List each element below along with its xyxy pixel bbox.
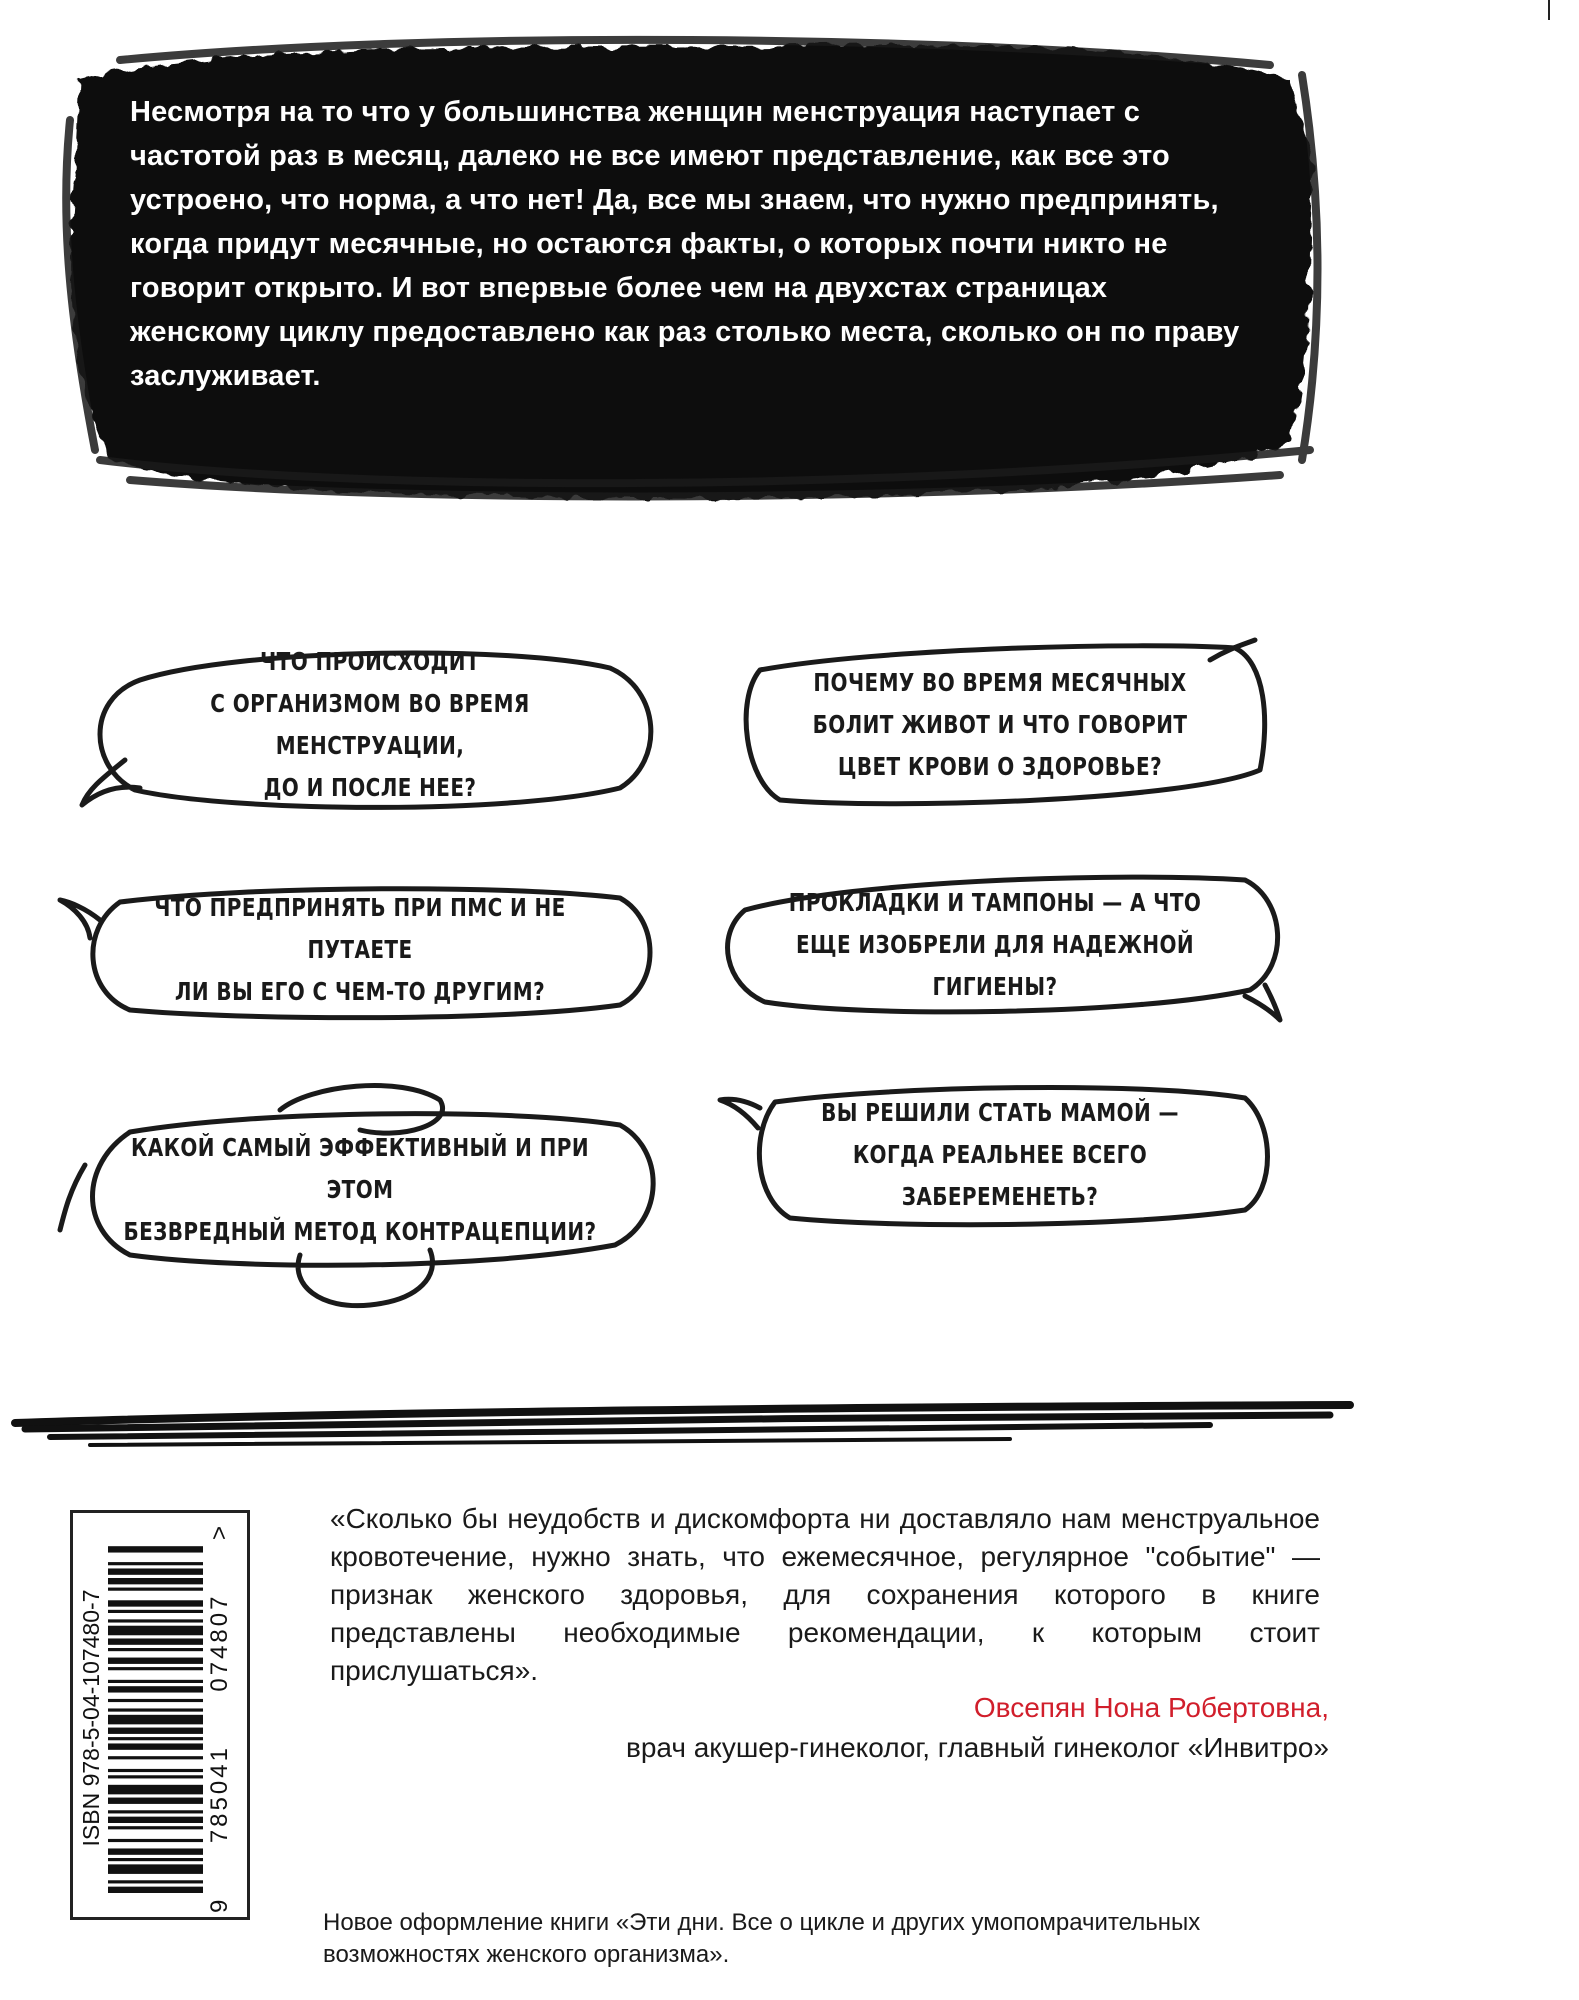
barcode-bar bbox=[108, 1562, 203, 1565]
question-bubble-1 bbox=[80, 640, 660, 810]
question-text-3: ЧТО ПРЕДПРИНЯТЬ ПРИ ПМС И НЕ ПУТАЕТЕ ЛИ ВЫ ЕГО С ЧЕМ-ТО ДРУГИМ? bbox=[154, 893, 566, 1006]
question-text-1: ЧТО ПРОИСХОДИТ С ОРГАНИЗМОМ ВО ВРЕМЯ МЕНСТРУАЦИИ, ДО И ПОСЛЕ НЕЕ? bbox=[210, 647, 530, 802]
question-text-5: КАКОЙ САМЫЙ ЭФФЕКТИВНЫЙ И ПРИ ЭТОМ БЕЗВРЕДНЫЙ МЕТОД КОНТРАЦЕПЦИИ? bbox=[123, 1133, 597, 1246]
question-bubble-5 bbox=[60, 1070, 660, 1310]
expert-quote: «Сколько бы неудобств и дискомфорта ни доставляло нам менструальное кровотечение, нужно знать, что ежемесячное, регулярное "событие" — признак женского здоровья, для сохранения которого в книге представлены необходимые рекомендации, к которым стоит прислушаться». bbox=[330, 1503, 1320, 1686]
barcode-bar bbox=[108, 1686, 203, 1692]
barcode-bar bbox=[108, 1648, 203, 1651]
question-text-2: ПОЧЕМУ ВО ВРЕМЯ МЕСЯЧНЫХ БОЛИТ ЖИВОТ И ЧТО ГОВОРИТ ЦВЕТ КРОВИ О ЗДОРОВЬЕ? bbox=[812, 668, 1188, 781]
barcode-bar bbox=[108, 1839, 203, 1842]
barcode-bar bbox=[108, 1667, 203, 1670]
barcode-bar bbox=[108, 1817, 203, 1823]
quote-author-role: врач акушер-гинеколог, главный гинеколог «Инвитро» bbox=[625, 1732, 1329, 1763]
barcode-bar bbox=[108, 1680, 203, 1683]
barcode-bar bbox=[108, 1568, 203, 1574]
barcode-bar bbox=[108, 1715, 203, 1725]
question-text-4: ПРОКЛАДКИ И ТАМПОНЫ — А ЧТО ЕЩЕ ИЗОБРЕЛИ ДЛЯ НАДЕЖНОЙ ГИГИЕНЫ? bbox=[788, 888, 1202, 1001]
question-bubble-4 bbox=[705, 870, 1285, 1020]
scribble-divider bbox=[10, 1395, 1360, 1455]
barcode-bar bbox=[108, 1546, 203, 1552]
barcode-bar bbox=[108, 1588, 203, 1591]
barcode-bar bbox=[108, 1775, 203, 1778]
barcode-bar bbox=[108, 1578, 203, 1584]
barcode-bar bbox=[108, 1785, 203, 1795]
barcode-bar bbox=[108, 1848, 203, 1854]
barcode-bar bbox=[108, 1626, 203, 1636]
barcode-bar bbox=[108, 1756, 203, 1759]
barcode-digit-group: 785041 bbox=[206, 1745, 233, 1844]
barcode-bars bbox=[108, 1543, 203, 1893]
question-text-6: ВЫ РЕШИЛИ СТАТЬ МАМОЙ — КОГДА РЕАЛЬНЕЕ ВСЕГО ЗАБЕРЕМЕНЕТЬ? bbox=[821, 1098, 1179, 1211]
barcode-bar bbox=[108, 1658, 203, 1664]
barcode-bar bbox=[108, 1610, 203, 1613]
barcode-bar bbox=[108, 1699, 203, 1702]
intro-text: Несмотря на то что у большинства женщин менструация наступает с частотой раз в месяц, далеко не все имеют представление, как все это устроено, что норма, а что нет! Да, все мы знаем, что нужно предпринять, когда придут месячные, но остаются факты, о которых почти никто не говорит открыто. И вот впервые более чем на двухстах страницах женскому циклу предоставлено как раз столько места, сколько он по праву заслуживает. bbox=[130, 96, 1240, 392]
barcode-digit-group: > bbox=[206, 1523, 233, 1541]
footer-note: Новое оформление книги «Эти дни. Все о цикле и других умопомрачительных возможностях женского организма». bbox=[323, 1909, 1201, 1968]
barcode-bar bbox=[108, 1600, 203, 1606]
barcode-bar bbox=[108, 1887, 203, 1893]
intro-block bbox=[40, 20, 1340, 520]
barcode-bar bbox=[108, 1737, 203, 1740]
question-bubble-2 bbox=[720, 640, 1280, 810]
barcode-rotated-group bbox=[78, 1523, 248, 1913]
barcode-bar bbox=[108, 1858, 203, 1861]
question-bubble-3 bbox=[60, 880, 660, 1020]
barcode-bar bbox=[108, 1826, 203, 1829]
quote-author: Овсепян Нона Робертовна, bbox=[973, 1692, 1329, 1723]
barcode-digit-group: 074807 bbox=[206, 1593, 233, 1692]
crop-mark bbox=[1548, 0, 1550, 20]
isbn-text: ISBN 978-5-04-107480-7 bbox=[78, 1589, 104, 1847]
barcode-bar bbox=[108, 1798, 203, 1804]
barcode-bar bbox=[108, 1810, 203, 1813]
barcode-bar bbox=[108, 1619, 203, 1622]
barcode-bar bbox=[108, 1880, 203, 1883]
barcode-bar bbox=[108, 1864, 203, 1874]
barcode-digit-group: 9 bbox=[206, 1896, 233, 1913]
barcode-bar bbox=[108, 1769, 203, 1772]
barcode-bar bbox=[108, 1638, 203, 1644]
barcode-bar bbox=[108, 1728, 203, 1734]
barcode-digits bbox=[206, 1523, 234, 1913]
barcode-bar bbox=[108, 1743, 203, 1749]
question-bubble-6 bbox=[720, 1080, 1280, 1230]
barcode bbox=[70, 1510, 250, 1920]
barcode-bar bbox=[108, 1708, 203, 1711]
